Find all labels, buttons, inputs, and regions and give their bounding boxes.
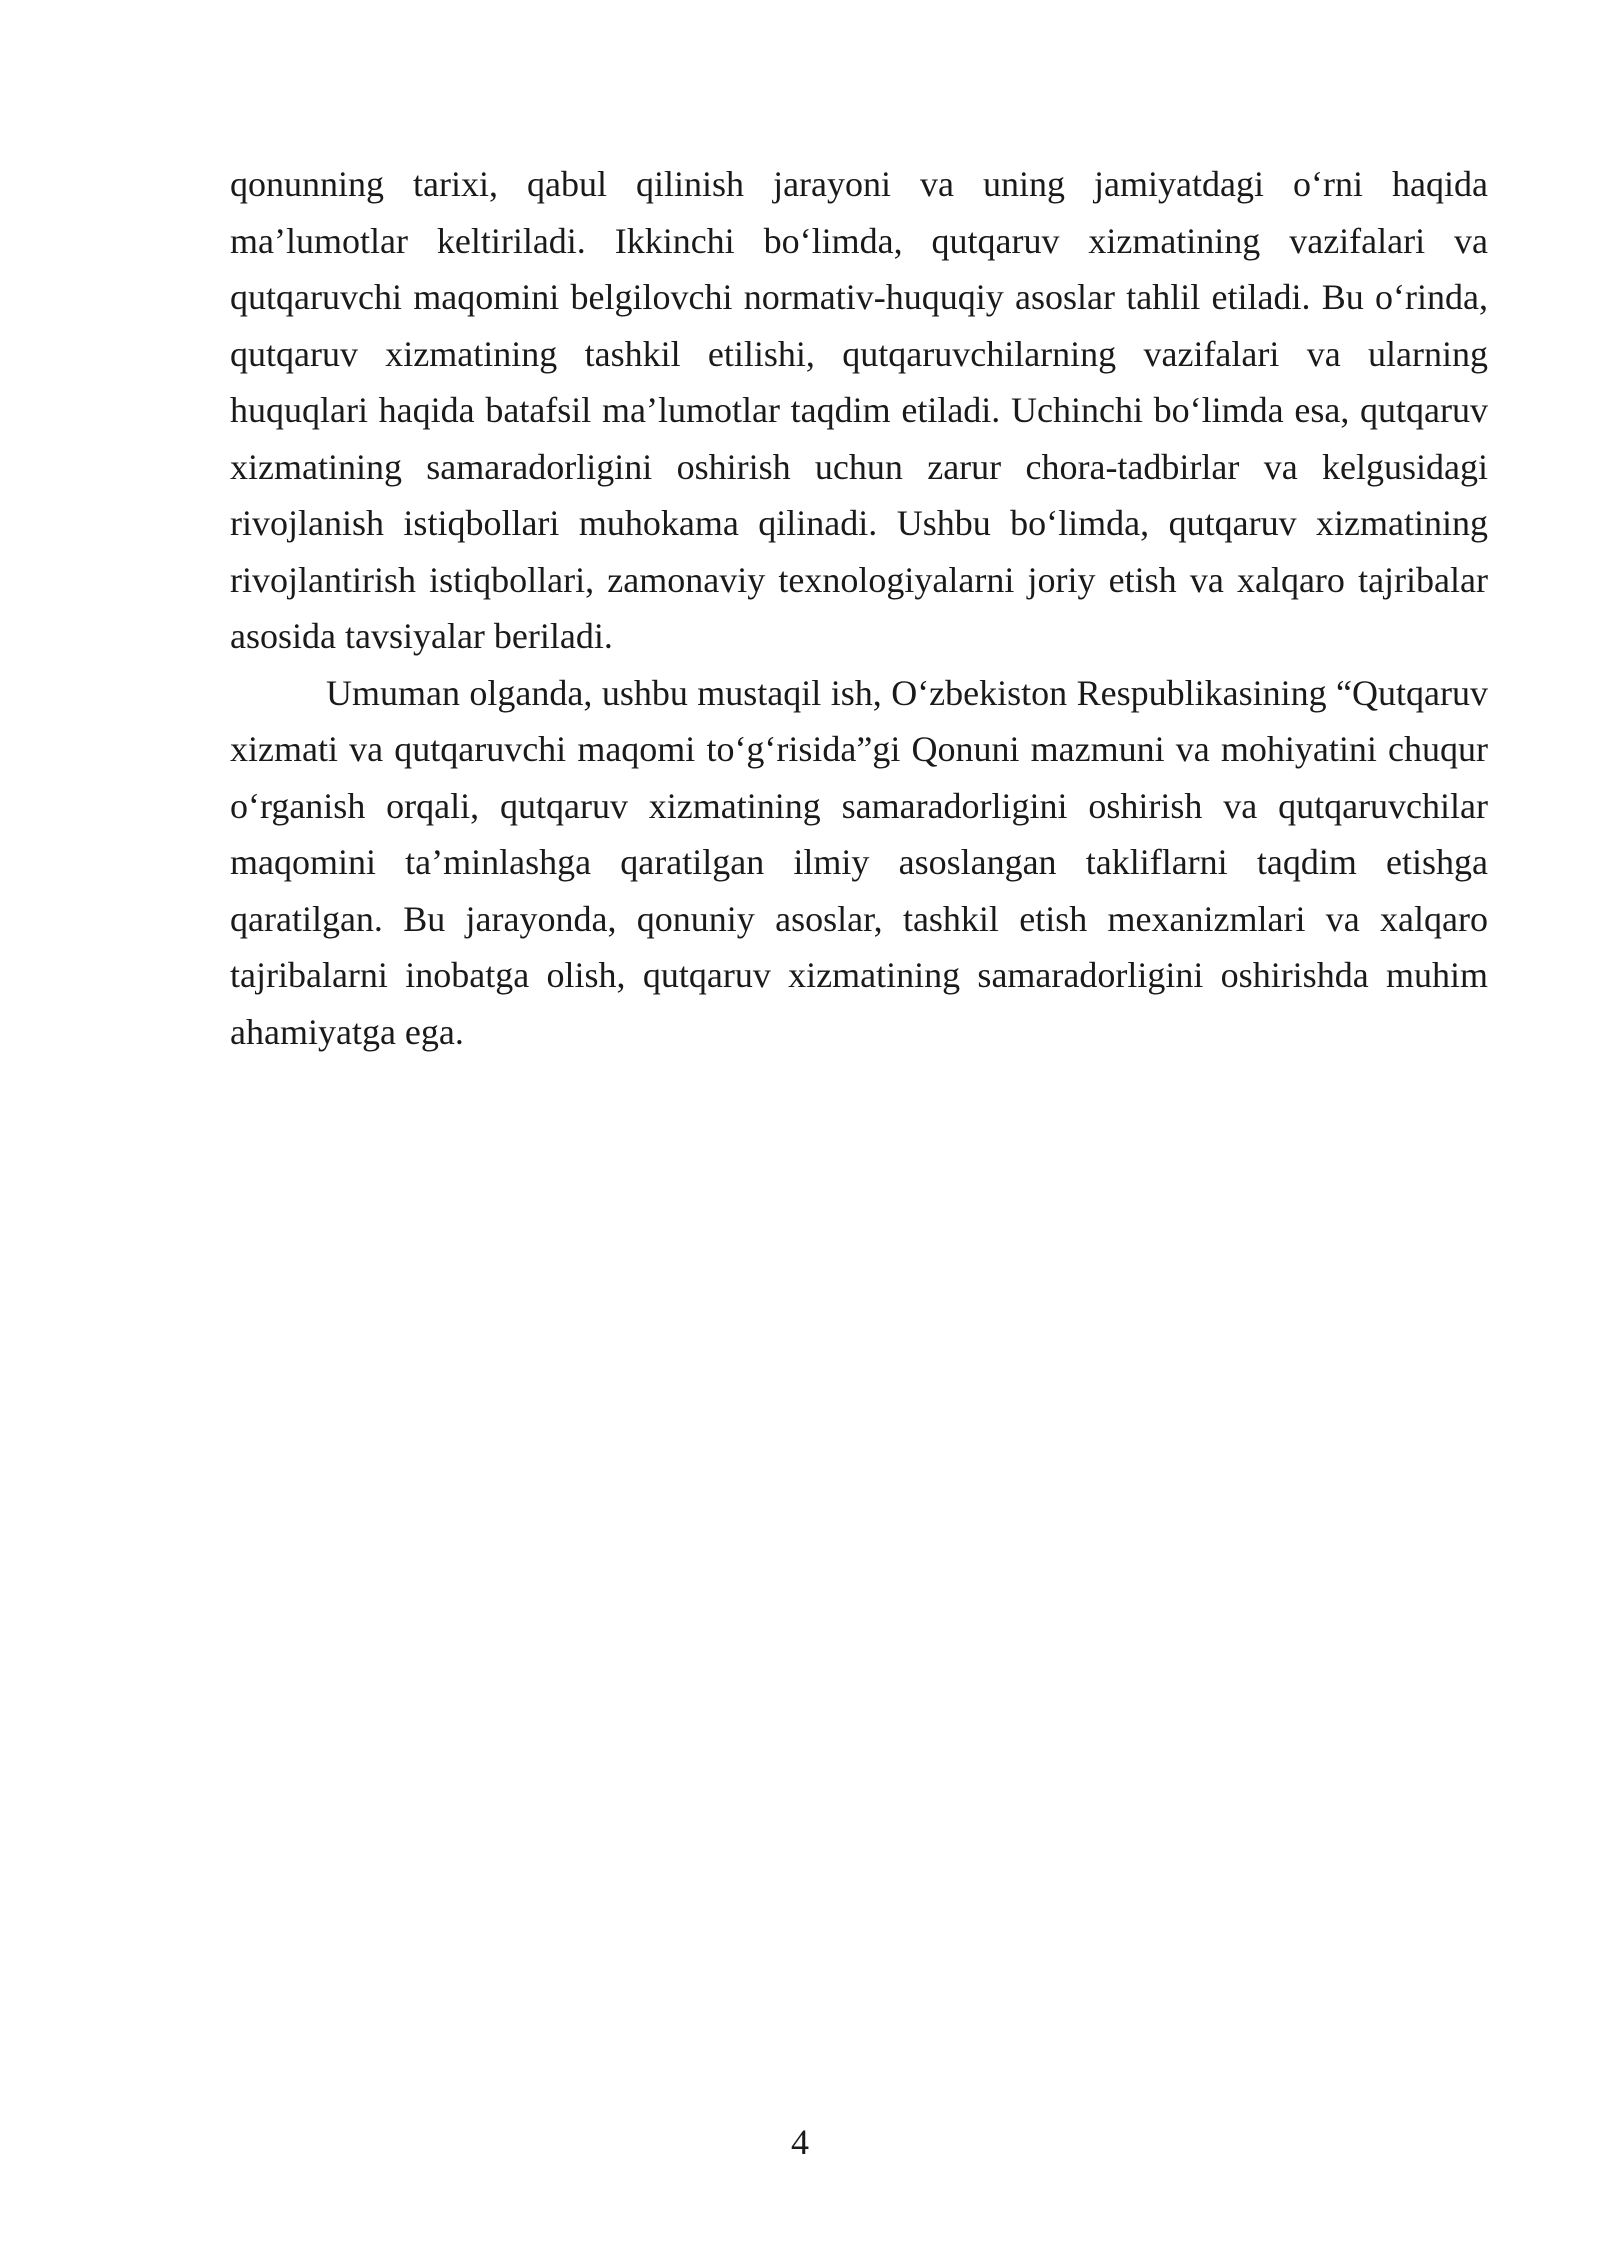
- page-body: [230, 156, 1488, 1060]
- page-number: 4: [791, 2122, 809, 2162]
- paragraph-continued: qonunning tarixi, qabul qilinish jarayoni va uning jamiyatdagi o‘rni haqida ma’lumotlar keltiriladi. Ikkinchi bo‘limda, qutqaruv xizmatining vazifalari va qutqaruvchi maqomini belgilovchi normativ-huquqiy asoslar tahlil etiladi. Bu o‘rinda, qutqaruv xizmatining tashkil etilishi, qutqaruvchilarning vazifalari va ularning huquqlari haqida batafsil ma’lumotlar taqdim etiladi. Uchinchi bo‘limda esa, qutqaruv xizmatining samaradorligini oshirish uchun zarur chora-tadbirlar va kelgusidagi rivojlanish istiqbollari muhokama qilinadi. Ushbu bo‘limda, qutqaruv xizmatining rivojlantirish istiqbollari, zamonaviy texnologiyalarni joriy etish va xalqaro tajribalar asosida tavsiyalar beriladi.: [230, 164, 1488, 656]
- paragraph-summary: Umuman olganda, ushbu mustaqil ish, O‘zbekiston Respublikasining “Qutqaruv xizmati va qutqaruvchi maqomi to‘g‘risida”gi Qonuni mazmuni va mohiyatini chuqur o‘rganish orqali, qutqaruv xizmatining samaradorligini oshirish va qutqaruvchilar maqomini ta’minlashga qaratilgan ilmiy asoslangan takliflarni taqdim etishga qaratilgan. Bu jarayonda, qonuniy asoslar, tashkil etish mexanizmlari va xalqaro tajribalarni inobatga olish, qutqaruv xizmatining samaradorligini oshirishda muhim ahamiyatga ega.: [230, 672, 1488, 1052]
